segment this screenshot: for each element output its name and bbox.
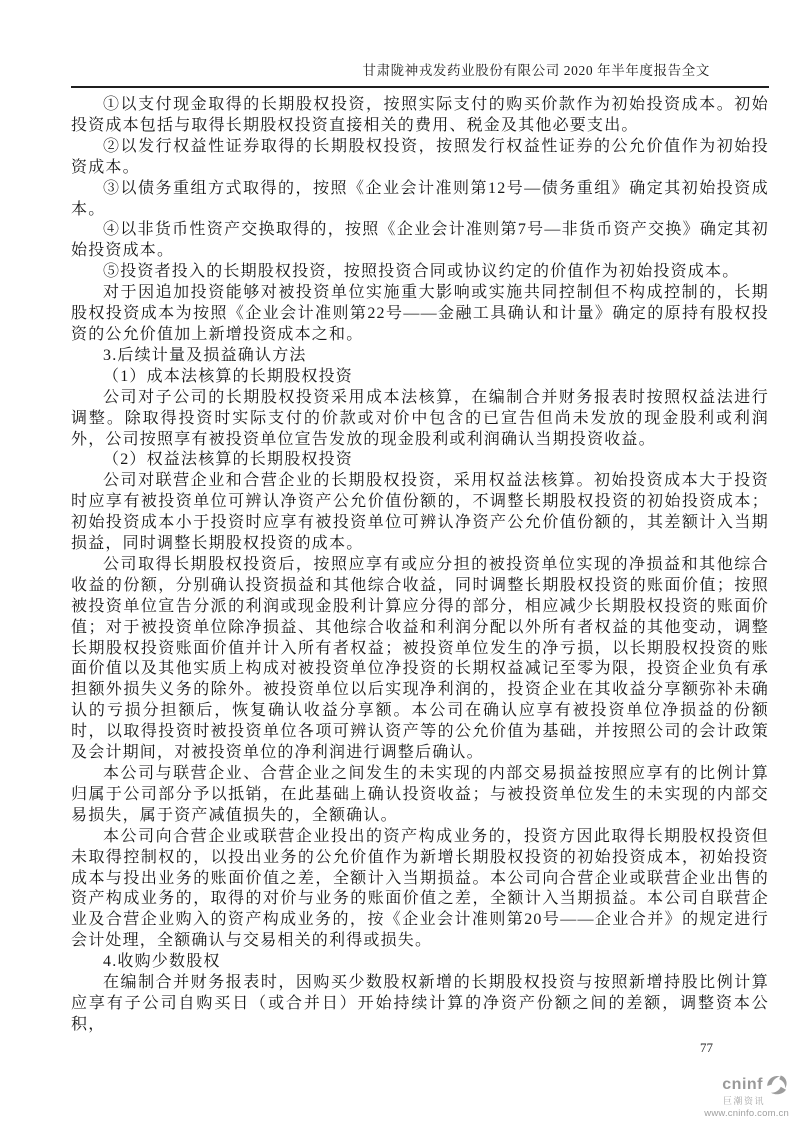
paragraph: ⑤投资者投入的长期股权投资，按照投资合同或协议约定的价值作为初始投资成本。 xyxy=(103,263,740,281)
section-heading: （1）成本法核算的长期股权投资 xyxy=(103,367,354,385)
cninfo-url: www.cninfo.com.cn xyxy=(704,1108,789,1119)
cninfo-logo xyxy=(679,1074,789,1119)
document-body xyxy=(71,95,769,1036)
paragraph: 公司对子公司的长期股权投资采用成本法核算，在编制合并财务报表时按照权益法进行调整。除取得投资时实际支付的价款或对价中包含的已宣告但尚未发放的现金股利或利润外，公司按照享有被投资单位宣告发放的现金股利或利润确认当期投资收益。 xyxy=(71,388,769,448)
paragraph: 公司对联营企业和合营企业的长期股权投资，采用权益法核算。初始投资成本大于投资时应享有被投资单位可辨认净资产公允价值份额的，不调整长期股权投资的初始投资成本；初始投资成本小于投资时应享有被投资单位可辨认净资产公允价值份额的，其差额计入当期损益，同时调整长期股权投资的成本。 xyxy=(71,472,769,553)
section-heading: 3.后续计量及损益确认方法 xyxy=(103,346,307,364)
paragraph: ③以债务重组方式取得的，按照《企业会计准则第12号—债务重组》确定其初始投资成本。 xyxy=(71,179,769,218)
page-header-title: 甘肃陇神戎发药业股份有限公司 2020 年半年度报告全文 xyxy=(362,63,710,78)
paragraph: 本公司向合营企业或联营企业投出的资产构成业务的，投资方因此取得长期股权投资但未取得控制权的，以投出业务的公允价值作为新增长期股权投资的初始投资成本，初始投资成本与投出业务的账面价值之差，全额计入当期损益。本公司向合营企业或联营企业出售的资产构成业务的，取得的对价与业务的账面价值之差，全额计入当期损益。本公司自联营企业及合营企业购入的资产构成业务的，按《企业会计准则第20号——企业合并》的规定进行会计处理，全额确认与交易相关的利得或损失。 xyxy=(71,827,769,950)
paragraph: 本公司与联营企业、合营企业之间发生的未实现的内部交易损益按照应享有的比例计算归属于公司部分予以抵销，在此基础上确认投资收益；与被投资单位发生的未实现的内部交易损失，属于资产减值损失的，全额确认。 xyxy=(71,765,769,824)
paragraph: 对于因追加投资能够对被投资单位实施重大影响或实施共同控制但不构成控制的，长期股权投资成本为按照《企业会计准则第22号——金融工具确认和计量》确定的原持有股权投资的公允价值加上新增投资成本之和。 xyxy=(71,284,769,343)
paragraph: 在编制合并财务报表时，因购买少数股权新增的长期股权投资与按照新增持股比例计算应享有子公司自购买日（或合并日）开始持续计算的净资产份额之间的差额，调整资本公积， xyxy=(71,974,769,1033)
paragraph: ②以发行权益性证券取得的长期股权投资，按照发行权益性证券的公允价值作为初始投资成本。 xyxy=(71,137,769,176)
cninfo-brand-text: cninf xyxy=(722,1075,763,1093)
section-heading: 4.收购少数股权 xyxy=(103,953,221,971)
cninfo-swirl-icon xyxy=(765,1074,789,1095)
cninfo-subtitle: 巨潮资讯 xyxy=(722,1096,765,1106)
paragraph: ①以支付现金取得的长期股权投资，按照实际支付的购买价款作为初始投资成本。初始投资成本包括与取得长期股权投资直接相关的费用、税金及其他必要支出。 xyxy=(71,96,769,134)
page-number: 77 xyxy=(700,1040,713,1055)
section-heading: （2）权益法核算的长期股权投资 xyxy=(103,451,354,469)
header-rule xyxy=(71,86,769,88)
paragraph: ④以非货币性资产交换取得的，按照《企业会计准则第7号—非货币资产交换》确定其初始投资成本。 xyxy=(71,221,769,260)
paragraph: 公司取得长期股权投资后，按照应享有或应分担的被投资单位实现的净损益和其他综合收益的份额，分别确认投资损益和其他综合收益，同时调整长期股权投资的账面价值；按照被投资单位宣告分派的利润或现金股利计算应分得的部分，相应减少长期股权投资的账面价值；对于被投资单位除净损益、其他综合收益和利润分配以外所有者权益的其他变动，调整长期股权投资账面价值并计入所有者权益；被投资单位发生的净亏损，以长期股权投资的账面价值以及其他实质上构成对被投资单位净投资的长期权益减记至零为限，投资企业负有承担额外损失义务的除外。被投资单位以后实现净利润的，投资企业在其收益分享额弥补未确认的亏损分担额后，恢复确认收益分享额。本公司在确认应享有被投资单位净损益的份额时，以取得投资时被投资单位各项可辨认资产等的公允价值为基础，并按照公司的会计政策及会计期间，对被投资单位的净利润进行调整后确认。 xyxy=(71,555,769,762)
